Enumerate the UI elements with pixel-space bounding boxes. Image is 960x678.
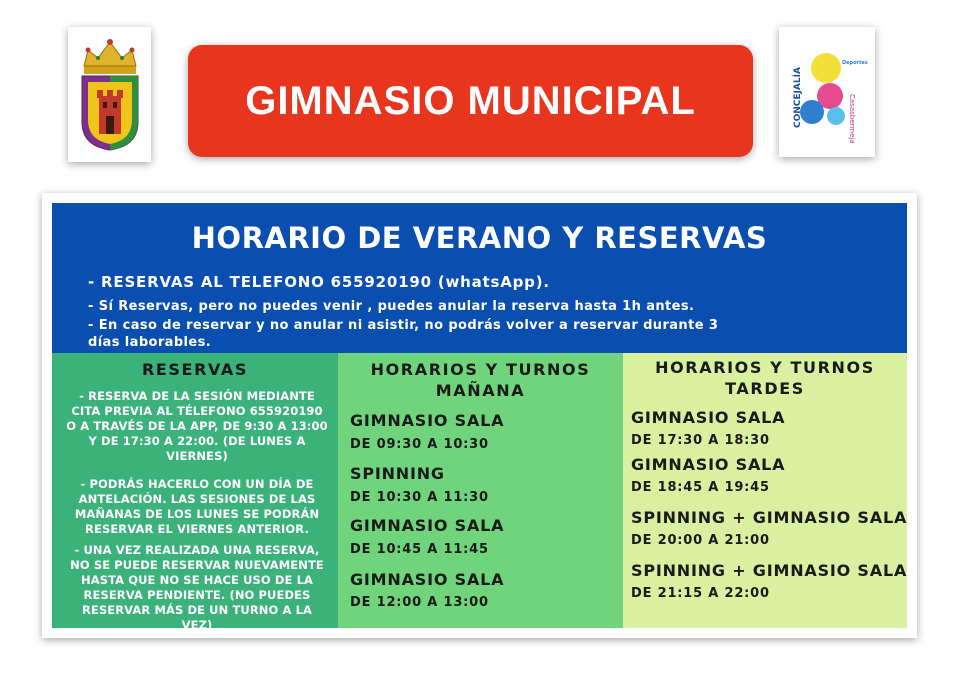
sports-department-logo-icon [782,32,872,152]
schedule-poster [42,193,917,638]
info-panel [52,203,907,353]
manana-column [338,353,623,628]
no-show-note [88,317,718,351]
reservas-item-3: - UNA VEZ REALIZADA UNA RESERVA, NO SE PUEDE RESERVAR NUEVAMENTE HASTA QUE NO SE HACE USO DE LA RESERVA PENDIENTE. (NO PUEDES RESERVAR MÁS DE UN TURNO A LA VEZ) [70,543,324,632]
tardes-slot-2-time: DE 18:45 A 19:45 [631,480,770,495]
cancellation-note: - Sí Reservas, pero no puedes venir , puedes anular la reserva hasta 1h antes. [88,299,695,314]
tardes-heading-line-1: HORARIOS Y TURNOS [655,358,875,377]
manana-heading-line-1: HORARIOS Y TURNOS [370,360,591,379]
reservas-item-2: - PODRÁS HACERLO CON UN DÍA DE ANTELACIÓN. LAS SESIONES DE LAS MAÑANAS DE LOS LUNES SE PODRÁN RESERVAR EL VIERNES ANTERIOR. [74,477,320,536]
manana-slot-3-name: GIMNASIO SALA [350,516,505,535]
reservas-heading: RESERVAS [141,360,249,379]
manana-slot-1-time: DE 09:30 A 10:30 [350,437,489,452]
tardes-heading-line-2: TARDES [725,379,805,398]
manana-slot-2-name: SPINNING [350,464,445,483]
no-show-note-line-1: - En caso de reservar y no anular ni asistir, no podrás volver a reservar durante 3 [88,318,719,333]
manana-slot-4-name: GIMNASIO SALA [350,570,505,589]
manana-slot-2-time: DE 10:30 A 11:30 [350,490,489,505]
tardes-slot-4-name: SPINNING + GIMNASIO SALA [631,561,908,580]
reservas-item-1: - RESERVA DE LA SESIÓN MEDIANTE CITA PREVIA AL TÉLEFONO 655920190 O A TRAVÉS DE LA APP, DE 9:30 A 13:00 Y DE 17:30 A 22:00. (DE LUNES A VIERNES) [66,389,328,463]
no-show-note-line-2: días laborables. [88,335,212,350]
tardes-slot-3-time: DE 20:00 A 21:00 [631,533,770,548]
title-banner [188,45,753,157]
poster-title: HORARIO DE VERANO Y RESERVAS [191,221,768,255]
sports-department-logo-card [779,27,875,157]
manana-slot-3-time: DE 10:45 A 11:45 [350,542,489,557]
tardes-slot-3-name: SPINNING + GIMNASIO SALA [631,508,908,527]
municipal-crest-card [68,27,151,162]
coat-of-arms-icon [74,36,146,154]
page-title: GIMNASIO MUNICIPAL [245,78,696,123]
manana-slot-1-name: GIMNASIO SALA [350,411,505,430]
tardes-slot-2-name: GIMNASIO SALA [631,455,786,474]
logo-tag: Deportes [842,60,868,66]
logo-text: CONCEJALÍA [793,67,803,128]
logo-subtext: Casasbermeja [848,94,856,144]
manana-heading-line-2: MAÑANA [435,381,526,400]
tardes-slot-1-name: GIMNASIO SALA [631,408,786,427]
reservas-column [52,353,338,632]
manana-slot-4-time: DE 12:00 A 13:00 [350,595,489,610]
tardes-slot-4-time: DE 21:15 A 22:00 [631,586,770,601]
reservation-phone-note: - RESERVAS AL TELEFONO 655920190 (whatsApp). [88,273,550,291]
tardes-slot-1-time: DE 17:30 A 18:30 [631,433,770,448]
tardes-column [623,353,907,628]
